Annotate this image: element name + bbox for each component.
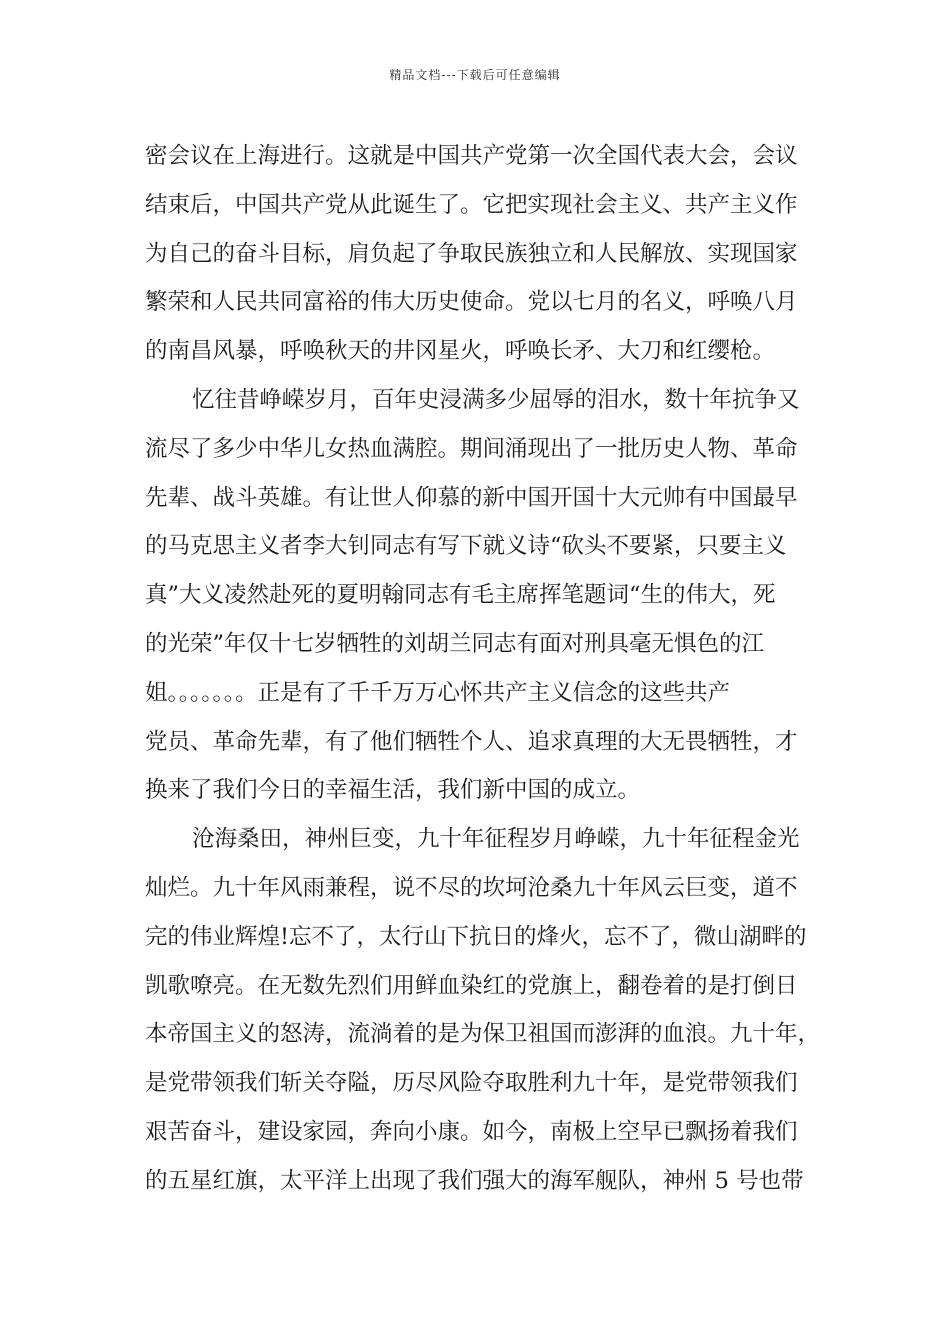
document-body bbox=[145, 132, 821, 1206]
text-line: 完的伟业辉煌!忘不了，太行山下抗日的烽火，忘不了，微山湖畔的 bbox=[145, 923, 807, 950]
text-line: 的马克思主义者李大钊同志有写下就义诗“砍头不要紧，只要主义 bbox=[145, 533, 787, 560]
text-line: 灿烂。九十年风雨兼程，说不尽的坎坷沧桑九十年风云巨变，道不 bbox=[145, 874, 798, 901]
text-line: 繁荣和人民共同富裕的伟大历史使命。党以七月的名义，呼唤八月 bbox=[145, 289, 798, 316]
text-line: 的南昌风暴，呼唤秋天的井冈星火，呼唤长矛、大刀和红缨枪。 bbox=[145, 338, 776, 365]
text-line: 真”大义凌然赴死的夏明翰同志有毛主席挥笔题词“生的伟大，死 bbox=[145, 582, 776, 609]
text-line: 的光荣”年仅十七岁牺牲的刘胡兰同志有面对刑具毫无惧色的江 bbox=[145, 630, 765, 657]
text-line: 本帝国主义的怒涛，流淌着的是为保卫祖国而澎湃的血浪。九十年， bbox=[145, 1021, 821, 1048]
paragraph bbox=[145, 376, 813, 815]
text-line: 流尽了多少中华儿女热血满腔。期间涌现出了一批历史人物、革命 bbox=[145, 435, 798, 462]
text-line: 姐。。。。。。。正是有了千千万万心怀共产主义信念的这些共产 bbox=[145, 679, 731, 706]
text-line: 艰苦奋斗，建设家园，奔向小康。如今，南极上空早已飘扬着我们 bbox=[145, 1118, 798, 1145]
text-line: 凯歌嘹亮。在无数先烈们用鲜血染红的党旗上，翻卷着的是打倒日 bbox=[145, 972, 798, 999]
text-line: 先辈、战斗英雄。有让世人仰慕的新中国开国十大元帅有中国最早 bbox=[145, 484, 798, 511]
text-line: 忆往昔峥嵘岁月，百年史浸满多少屈辱的泪水，数十年抗争又 bbox=[192, 386, 800, 413]
paragraph bbox=[145, 815, 821, 1205]
text-line: 为自己的奋斗目标，肩负起了争取民族独立和人民解放、实现国家 bbox=[145, 240, 798, 267]
page-header: 精品文档---下载后可任意编辑 bbox=[389, 68, 561, 82]
text-line: 党员、革命先辈，有了他们牺牲个人、追求真理的大无畏牺牲，才 bbox=[145, 728, 798, 755]
paragraph bbox=[145, 132, 813, 376]
text-line: 沧海桑田，神州巨变，九十年征程岁月峥嵘，九十年征程金光 bbox=[192, 826, 800, 853]
text-line: 换来了我们今日的幸福生活，我们新中国的成立。 bbox=[145, 777, 641, 804]
text-line: 结束后，中国共产党从此诞生了。它把实现社会主义、共产主义作 bbox=[145, 191, 798, 218]
text-line: 密会议在上海进行。这就是中国共产党第一次全国代表大会，会议 bbox=[145, 143, 798, 169]
text-line: 的五星红旗，太平洋上出现了我们强大的海军舰队，神州 5 号也带 bbox=[145, 1167, 804, 1194]
text-line: 是党带领我们斩关夺隘，历尽风险夺取胜利九十年，是党带领我们 bbox=[145, 1070, 798, 1097]
